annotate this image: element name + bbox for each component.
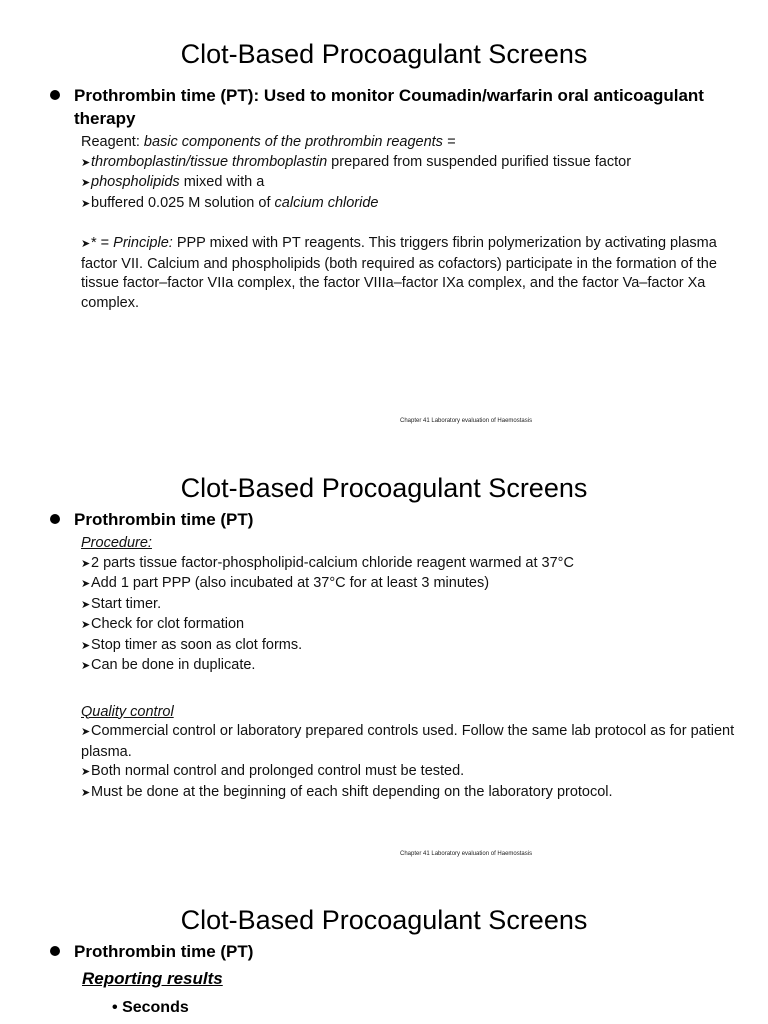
arrow-icon: ➤ [81, 660, 91, 672]
procedure-item: ➤Add 1 part PPP (also incubated at 37°C for at least 3 minutes) [81, 574, 751, 595]
arrow-icon: ➤ [81, 238, 91, 250]
slide-2 [0, 432, 768, 864]
reporting-results-heading: Reporting results [82, 969, 223, 988]
qc-item: ➤Commercial control or laboratory prepared controls used. Follow the same lab protocol as for patient plasma. [81, 723, 735, 760]
principle-paragraph: ➤* = Principle: PPP mixed with PT reagents. This triggers fibrin polymerization by activating plasma factor VII. Calcium and phospholipids (both required as cofactors) participate in the formation of the tissue factor–factor VIIa complex, the factor VIIIa–factor IXa complex, and the factor Va–factor Xa complex. [81, 235, 717, 311]
bullet-dot-icon [50, 946, 60, 956]
slide-title: Clot-Based Procoagulant Screens [180, 39, 588, 69]
arrow-icon: ➤ [81, 197, 91, 210]
reagent-item: ➤phospholipids mixed with a [81, 173, 751, 194]
arrow-icon: ➤ [81, 726, 91, 738]
slide-body [81, 133, 751, 313]
qc-item: ➤Must be done at the beginning of each shift depending on the laboratory protocol. [81, 783, 751, 804]
procedure-item: ➤Start timer. [81, 595, 751, 616]
bullet-text: Prothrombin time (PT): Used to monitor Coumadin/warfarin oral anticoagulant therapy [74, 86, 704, 128]
arrow-icon: ➤ [81, 557, 91, 570]
slide-1 [0, 0, 768, 432]
slide-footer: Chapter 41 Laboratory evaluation of Haemostasis [400, 851, 533, 857]
reagent-item: ➤thromboplastin/tissue thromboplastin prepared from suspended purified tissue factor [81, 153, 751, 174]
bullet-dot-icon [50, 514, 60, 524]
bullet-dot-icon [50, 90, 60, 100]
bullet-text: Prothrombin time (PT) [74, 510, 254, 529]
slide-body [81, 534, 751, 803]
reagent-line: Reagent: basic components of the prothrombin reagents = [81, 134, 456, 150]
arrow-icon: ➤ [81, 578, 91, 590]
qc-label: Quality control [81, 703, 174, 720]
sub-bullet [112, 997, 189, 1019]
slide-3 [0, 864, 768, 1024]
procedure-item: ➤Can be done in duplicate. [81, 656, 751, 677]
sub-bullet-dot-icon: • [112, 999, 118, 1016]
arrow-icon: ➤ [81, 639, 91, 652]
slide-footer: Chapter 41 Laboratory evaluation of Haemostasis [400, 418, 533, 424]
qc-item: ➤Both normal control and prolonged control must be tested. [81, 762, 751, 783]
procedure-item: ➤2 parts tissue factor-phospholipid-calcium chloride reagent warmed at 37°C [81, 554, 751, 575]
sub-bullet-text: Seconds [122, 999, 189, 1016]
arrow-icon: ➤ [81, 766, 91, 778]
main-bullet [50, 508, 750, 531]
arrow-icon: ➤ [81, 619, 91, 631]
main-bullet [50, 940, 750, 963]
procedure-label: Procedure: [81, 535, 152, 551]
slide-title: Clot-Based Procoagulant Screens [180, 905, 588, 935]
bullet-text: Prothrombin time (PT) [74, 942, 254, 961]
main-bullet [50, 84, 750, 130]
procedure-item: ➤Stop timer as soon as clot forms. [81, 636, 751, 657]
reagent-item: ➤buffered 0.025 M solution of calcium chloride [81, 194, 751, 215]
procedure-item: ➤Check for clot formation [81, 615, 751, 636]
arrow-icon: ➤ [81, 177, 91, 189]
slide-title: Clot-Based Procoagulant Screens [180, 473, 588, 503]
arrow-icon: ➤ [81, 786, 91, 799]
arrow-icon: ➤ [81, 598, 91, 611]
arrow-icon: ➤ [81, 156, 91, 169]
